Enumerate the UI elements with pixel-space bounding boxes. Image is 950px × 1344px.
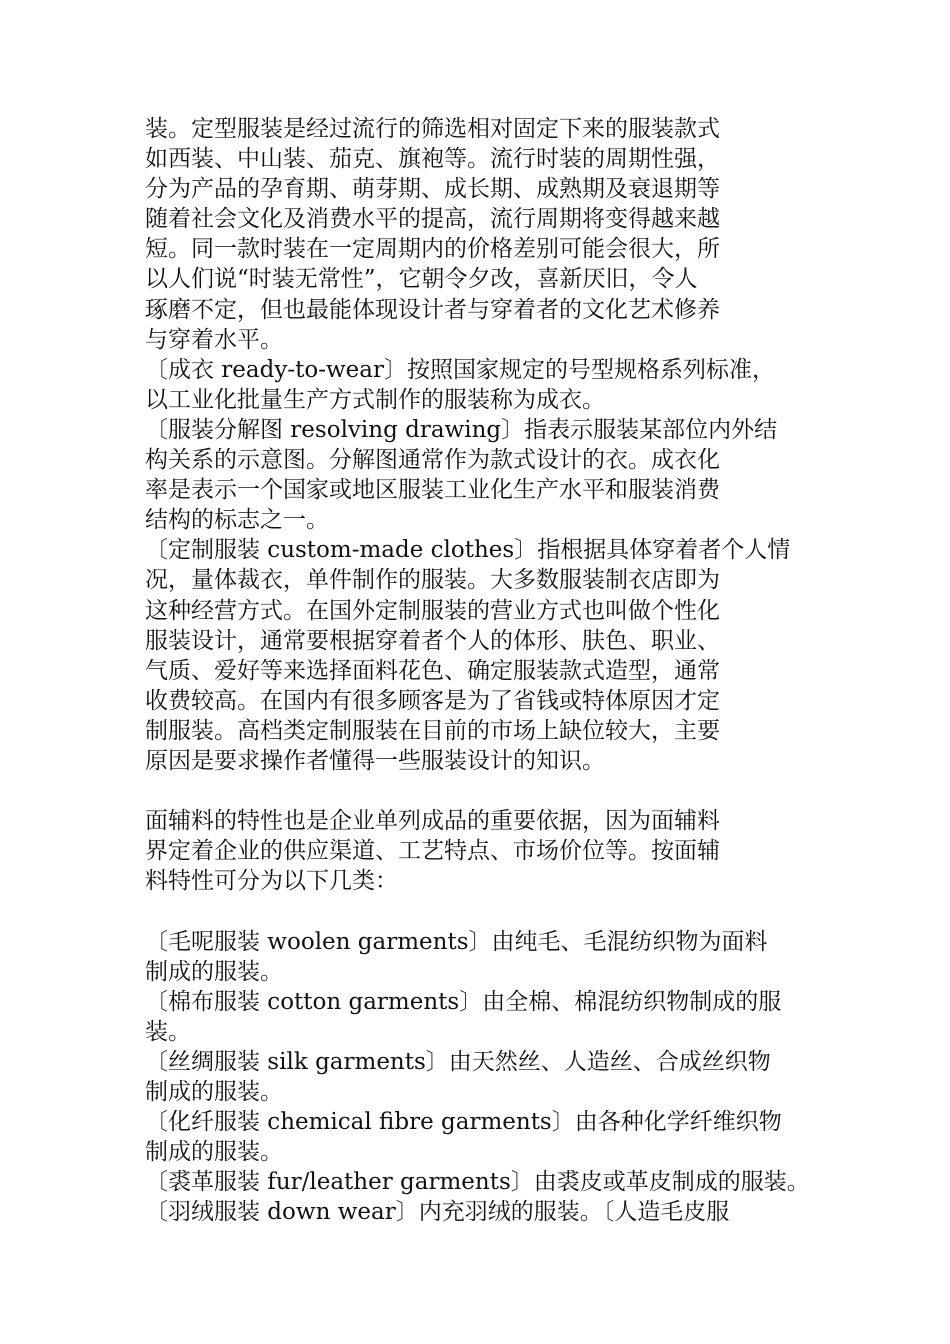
text-line: 装。 [145,1018,191,1045]
document-body [145,114,825,1227]
text-line: 面辅料的特性也是企业单列成品的重要依据，因为面辅料 [145,808,720,835]
text-line: 服装设计，通常要根据穿着者个人的体形、肤色、职业、 [145,627,720,654]
text-line: 琢磨不定，但也最能体现设计者与穿着者的文化艺术修养 [145,296,720,323]
blank-line [145,896,825,926]
blank-line [145,776,825,806]
term-woolen-garments: 〔毛呢服装 woolen garments〕由纯毛、毛混纺织物为面料 [145,928,768,955]
text-line: 况，量体裁衣，单件制作的服装。大多数服装制衣店即为 [145,567,720,594]
text-line: 收费较高。在国内有很多顾客是为了省钱或特体原因才定 [145,687,720,714]
text-line: 制服装。高档类定制服装在目前的市场上缺位较大，主要 [145,717,720,744]
text-line: 原因是要求操作者懂得一些服装设计的知识。 [145,747,605,774]
text-line: 构关系的示意图。分解图通常作为款式设计的衣。成衣化 [145,447,720,474]
text-line: 随着社会文化及消费水平的提高，流行周期将变得越来越 [145,206,720,233]
term-silk-garments: 〔丝绸服装 silk garments〕由天然丝、人造丝、合成丝织物 [145,1048,771,1075]
term-cotton-garments: 〔棉布服装 cotton garments〕由全棉、棉混纺织物制成的服 [145,988,782,1015]
text-line: 装。定型服装是经过流行的筛选相对固定下来的服装款式 [145,116,720,142]
text-line: 以工业化批量生产方式制作的服装称为成衣。 [145,386,605,413]
text-line: 料特性可分为以下几类： [145,868,398,895]
text-line: 结构的标志之一。 [145,507,329,534]
text-line: 这种经营方式。在国外定制服装的营业方式也叫做个性化 [145,597,720,624]
term-resolving-drawing: 〔服装分解图 resolving drawing〕指表示服装某部位内外结 [145,416,778,443]
text-line: 气质、爱好等来选择面料花色、确定服装款式造型，通常 [145,657,720,684]
text-line: 制成的服装。 [145,1139,283,1166]
text-line: 制成的服装。 [145,1079,283,1105]
text-line: 以人们说“时装无常性”，它朝令夕改，喜新厌旧，令人 [145,266,698,293]
term-chemical-fibre-garments: 〔化纤服装 chemical fibre garments〕由各种化学纤维织物 [145,1109,782,1136]
text-line: 短。同一款时装在一定周期内的价格差别可能会很大，所 [145,236,720,263]
term-custom-made-clothes: 〔定制服装 custom-made clothes〕指根据具体穿着者个人情 [145,537,791,564]
term-ready-to-wear: 〔成衣 ready-to-wear〕按照国家规定的号型规格系列标准， [145,356,775,383]
text-line: 与穿着水平。 [145,326,283,353]
text-line: 如西装、中山装、茄克、旗袍等。流行时装的周期性强， [145,146,720,173]
term-fur-leather-garments: 〔裘革服装 fur/leather garments〕由裘皮或革皮制成的服装。 [145,1169,810,1196]
text-line: 分为产品的孕育期、萌芽期、成长期、成熟期及衰退期等 [145,176,720,203]
text-line: 制成的服装。 [145,958,283,985]
term-down-wear: 〔羽绒服装 down wear〕内充羽绒的服装。〔人造毛皮服 [145,1199,730,1226]
text-line: 率是表示一个国家或地区服装工业化生产水平和服装消费 [145,477,720,504]
text-line: 界定着企业的供应渠道、工艺特点、市场价位等。按面辅 [145,838,720,865]
